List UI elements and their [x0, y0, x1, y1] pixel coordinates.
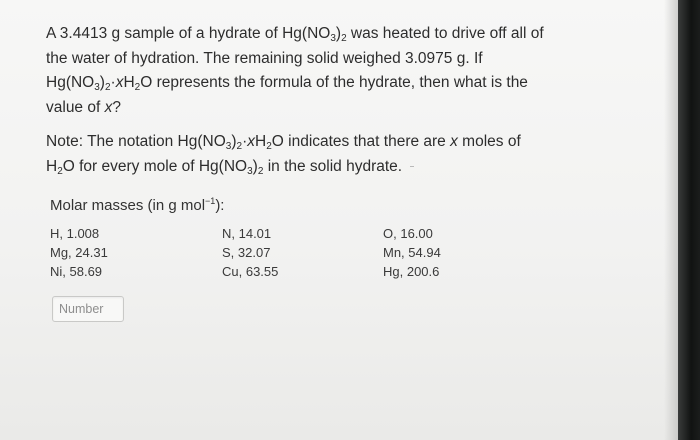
molar-mass-item: Mg, 24.31 — [50, 245, 108, 260]
note-paragraph — [46, 130, 561, 179]
dot: · — [242, 133, 248, 150]
molar-mass-item: Hg, 200.6 — [383, 264, 440, 279]
molar-mass-item: S, 32.07 — [222, 245, 271, 260]
subscript: 3 — [247, 165, 253, 177]
dot: · — [110, 74, 116, 91]
subscript: 2 — [134, 82, 141, 93]
molar-mass-item: Ni, 58.69 — [50, 264, 103, 279]
question-mark: ? — [112, 98, 121, 116]
subscript: 3 — [330, 33, 336, 44]
subscript: 2 — [104, 82, 111, 93]
subscript: 3 — [94, 82, 100, 93]
formula-part: H — [255, 133, 267, 150]
note-text: in the solid hydrate. — [263, 157, 403, 175]
molar-title-text: Molar masses (in g mol — [50, 197, 206, 214]
molar-mass-item: O, 16.00 — [383, 226, 433, 241]
variable-x: x — [104, 98, 113, 116]
note-text: O for every mole of Hg(NO — [62, 157, 248, 175]
subscript: 3 — [225, 141, 232, 152]
formula-part: H — [46, 157, 58, 175]
subscript: 2 — [266, 141, 272, 152]
device-edge — [678, 0, 700, 440]
molar-mass-item: Mn, 54.94 — [383, 245, 441, 260]
molar-mass-column-1 — [50, 224, 108, 281]
variable-x: x — [450, 133, 458, 150]
molar-mass-column-3 — [383, 224, 441, 281]
note-text: moles of — [457, 133, 521, 150]
superscript: −1 — [205, 196, 216, 206]
question-paragraph — [46, 22, 561, 120]
molar-masses-title — [50, 197, 224, 214]
variable-x: x — [247, 133, 255, 150]
answer-number-input[interactable] — [52, 296, 124, 322]
subscript: 2 — [341, 33, 347, 44]
question-line-1: A 3.4413 g sample of a hydrate of Hg(NO — [46, 25, 331, 42]
question-line-2: the water of hydration. The remaining solid weighed 3.0975 g. If — [46, 49, 483, 67]
question-line-3-tail: O represents the formula of the hydrate, then what is the — [140, 74, 528, 91]
molar-title-end: ): — [215, 197, 225, 214]
paren: ) — [231, 133, 237, 150]
cursor-mark — [410, 166, 414, 167]
subscript: 2 — [236, 141, 243, 152]
formula-part: Hg(NO — [46, 74, 95, 91]
variable-x: x — [115, 74, 124, 91]
molar-mass-column-2 — [222, 224, 278, 281]
question-line-4: value of — [46, 98, 105, 116]
note-text: Note: The notation Hg(NO — [46, 133, 226, 150]
subscript: 2 — [57, 165, 63, 177]
note-text: O indicates that there are — [271, 133, 451, 150]
molar-mass-item: N, 14.01 — [222, 226, 272, 241]
question-line-1-tail: was heated to drive off all of — [346, 25, 544, 42]
paren: ) — [335, 25, 342, 42]
formula-part: H — [123, 74, 135, 91]
paren: ) — [252, 157, 258, 175]
question-text — [46, 22, 561, 179]
molar-mass-item: Cu, 63.55 — [222, 264, 279, 279]
subscript: 2 — [257, 165, 264, 177]
molar-mass-item: H, 1.008 — [50, 226, 100, 241]
paren: ) — [99, 74, 105, 91]
